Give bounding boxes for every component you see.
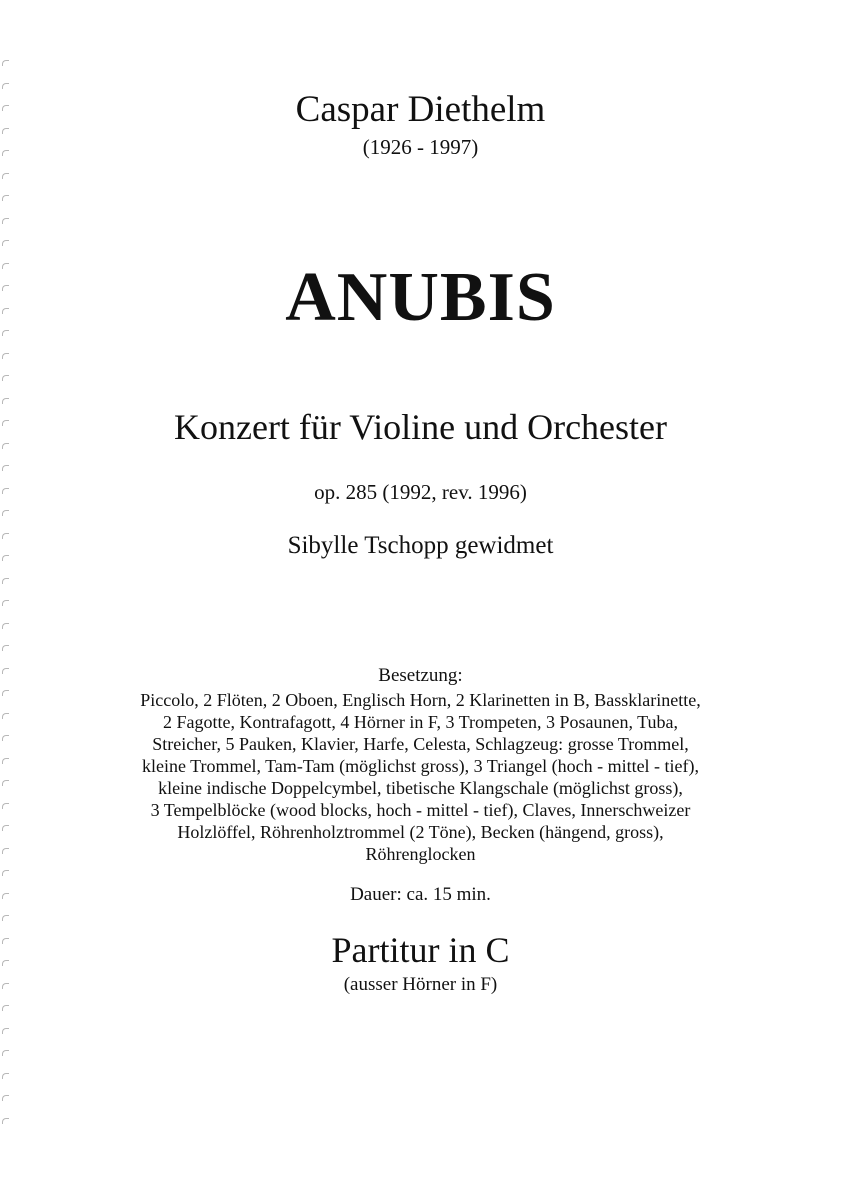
composer-name: Caspar Diethelm (295, 89, 546, 130)
instrumentation-line: 3 Tempelblöcke (wood blocks, hoch - mittel - tief), Claves, Innerschweizer (150, 800, 691, 820)
opus-number: op. 285 (1992, rev. 1996) (314, 480, 527, 504)
binding-mark (2, 375, 9, 381)
work-subtitle: Konzert für Violine und Orchester (173, 407, 667, 447)
binding-mark (2, 353, 9, 359)
binding-mark (2, 870, 9, 876)
composer-dates: (1926 - 1997) (362, 135, 479, 159)
binding-mark (2, 645, 9, 651)
binding-mark (2, 195, 9, 201)
binding-mark (2, 915, 9, 921)
instrumentation-line: Röhrenglocken (365, 844, 476, 864)
instrumentation-line: kleine Trommel, Tam-Tam (möglichst gross), 3 Triangel (hoch - mittel - tief), (141, 756, 700, 776)
binding-mark (2, 173, 9, 179)
instrumentation-line: 2 Fagotte, Kontrafagott, 4 Hörner in F, 3 Trompeten, 3 Posaunen, Tuba, (162, 712, 679, 732)
score-transposition-note: (ausser Hörner in F) (343, 974, 498, 995)
binding-mark (2, 623, 9, 629)
binding-mark (2, 60, 9, 66)
score-label: Partitur in C (331, 930, 510, 970)
binding-mark (2, 1073, 9, 1079)
instrumentation-line: Piccolo, 2 Flöten, 2 Oboen, Englisch Horn, 2 Klarinetten in B, Bassklarinette, (140, 690, 701, 710)
binding-mark (2, 578, 9, 584)
binding-mark (2, 465, 9, 471)
binding-mark (2, 1050, 9, 1056)
binding-mark (2, 1005, 9, 1011)
duration: Dauer: ca. 15 min. (350, 884, 491, 905)
binding-mark (2, 510, 9, 516)
instrumentation-heading: Besetzung: (378, 665, 463, 686)
binding-mark (2, 218, 9, 224)
binding-mark (2, 240, 9, 246)
instrumentation-line: Streicher, 5 Pauken, Klavier, Harfe, Celesta, Schlagzeug: grosse Trommel, (152, 734, 689, 754)
binding-mark (2, 600, 9, 606)
binding-mark (2, 1028, 9, 1034)
binding-mark (2, 1095, 9, 1101)
instrumentation-line: kleine indische Doppelcymbel, tibetische Klangschale (möglichst gross), (158, 778, 683, 798)
binding-mark (2, 1118, 9, 1124)
instrumentation-line: Holzlöffel, Röhrenholztrommel (2 Töne), Becken (hängend, gross), (177, 822, 664, 842)
binding-mark (2, 398, 9, 404)
work-title: ANUBIS (285, 259, 556, 336)
dedication: Sibylle Tschopp gewidmet (287, 532, 554, 559)
